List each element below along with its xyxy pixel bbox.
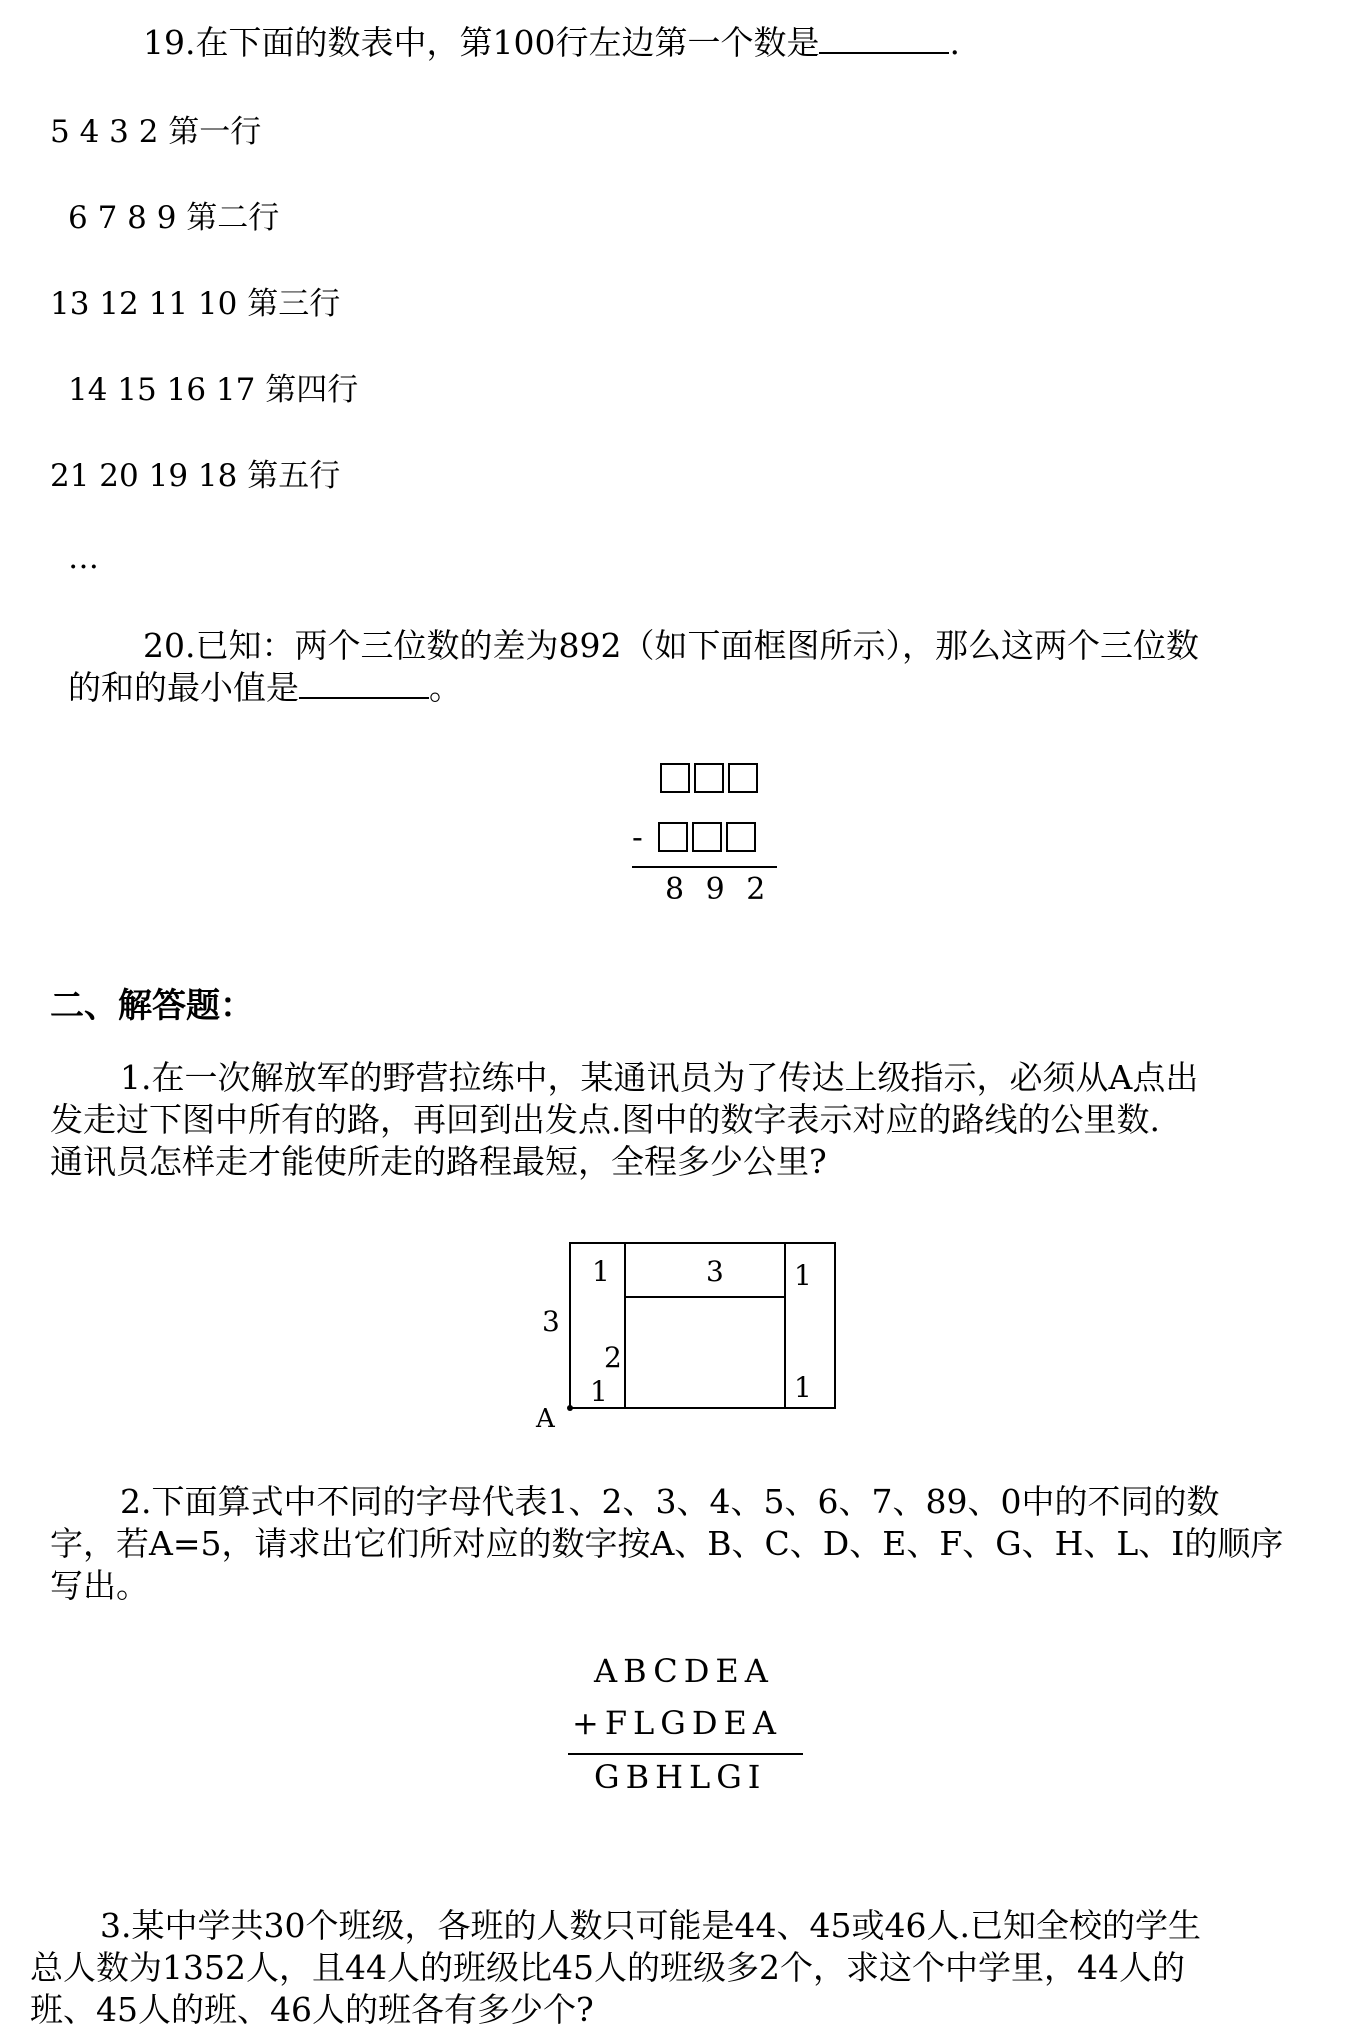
- p3-line: 3.某中学共30个班级，各班的人数只可能是44、45或46人.已知全校的学生: [100, 1906, 1201, 1945]
- sum-line: [568, 1753, 803, 1755]
- p2-line: 2.下面算式中不同的字母代表1、2、3、4、5、6、7、89、0中的不同的数: [120, 1482, 1220, 1521]
- table-row: 5 4 3 2 第一行: [50, 114, 262, 150]
- table-row: 14 15 16 17 第四行: [68, 372, 359, 408]
- q19-end: .: [949, 23, 960, 62]
- digit-box: [728, 763, 758, 793]
- label-inner-top-left: 1: [592, 1255, 610, 1288]
- ellipsis: …: [68, 540, 99, 576]
- q20-line1: 20.已知：两个三位数的差为892（如下面框图所示），那么这两个三位数: [143, 626, 1199, 665]
- subtraction-bottom-boxes: [632, 818, 760, 856]
- q20-line2: [68, 667, 462, 709]
- point-a-dot: [567, 1405, 573, 1411]
- label-inner-top-mid: 3: [706, 1255, 724, 1288]
- q19-text: [143, 22, 960, 64]
- p1-line: 发走过下图中所有的路，再回到出发点.图中的数字表示对应的路线的公里数.: [50, 1100, 1160, 1139]
- route-diagram: [520, 1235, 840, 1435]
- sum-line: [632, 866, 777, 868]
- sum-result: GBHLGI: [594, 1758, 767, 1796]
- p3-line: 班、45人的班、46人的班各有多少个?: [30, 1990, 594, 2029]
- digit-box: [660, 763, 690, 793]
- q20-question: 的和的最小值是: [68, 668, 299, 707]
- digit-box: [726, 822, 756, 852]
- label-point-a: A: [536, 1404, 555, 1434]
- addend-1: ABCDEA: [594, 1652, 774, 1690]
- p3-line: 总人数为1352人，且44人的班级比45人的班级多2个，求这个中学里，44人的: [30, 1948, 1185, 1987]
- addend-2: +FLGDEA: [572, 1704, 782, 1742]
- minus-sign: -: [632, 818, 643, 856]
- digit-box: [658, 822, 688, 852]
- label-inner-bottom-left: 1: [590, 1375, 608, 1408]
- p2-line: 写出。: [50, 1566, 149, 1605]
- label-inner-bottom-right: 1: [794, 1371, 812, 1404]
- answer-blank: [819, 22, 949, 54]
- subtraction-top-boxes: [660, 763, 762, 793]
- table-row: 21 20 19 18 第五行: [50, 458, 341, 494]
- p1-line: 通讯员怎样走才能使所走的路程最短，全程多少公里?: [50, 1142, 827, 1181]
- p2-line: 字，若A=5，请求出它们所对应的数字按A、B、C、D、E、F、G、H、L、I的顺序: [50, 1524, 1284, 1563]
- q20-end: 。: [429, 668, 462, 707]
- answer-blank: [299, 667, 429, 699]
- label-inner-mid-left: 2: [604, 1341, 622, 1374]
- digit-box: [692, 822, 722, 852]
- q19-question: 19.在下面的数表中，第100行左边第一个数是: [143, 23, 820, 62]
- label-left-outer: 3: [542, 1305, 560, 1338]
- table-row: 6 7 8 9 第二行: [68, 200, 280, 236]
- result-digits: 8 9 2: [665, 872, 772, 907]
- section-heading: 二、解答题：: [50, 986, 254, 1026]
- digit-box: [694, 763, 724, 793]
- p1-line: 1.在一次解放军的野营拉练中，某通讯员为了传达上级指示，必须从A点出: [120, 1058, 1199, 1097]
- table-row: 13 12 11 10 第三行: [50, 286, 341, 322]
- label-inner-top-right: 1: [794, 1259, 812, 1292]
